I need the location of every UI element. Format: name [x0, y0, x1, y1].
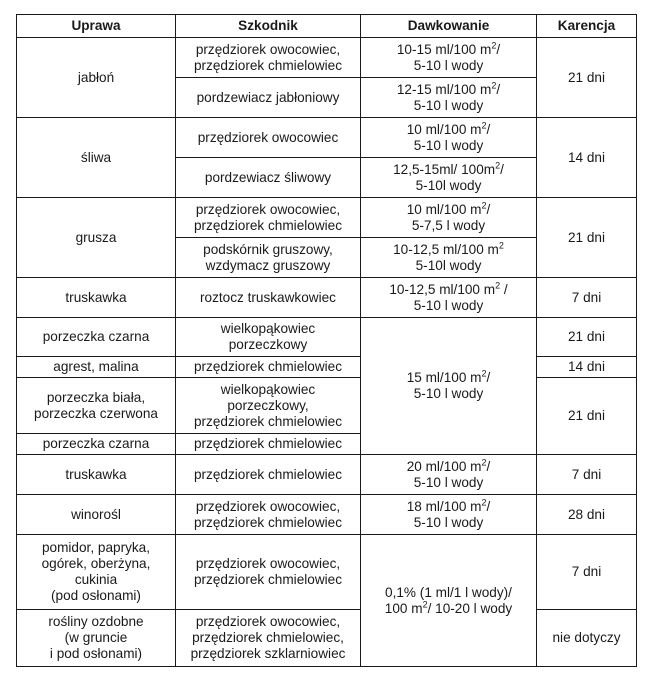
- pest-cell: wielkopąkowiec porzeczkowy, przędziorek chmielowiec: [176, 378, 361, 434]
- table-row: [17, 118, 637, 158]
- pre-harvest-cell: 14 dni: [537, 357, 637, 378]
- table-row: [17, 610, 637, 667]
- crop-cell: winorośl: [17, 495, 176, 535]
- dose-cell: 12-15 ml/100 $m^2/$ 5-10 l wody: [361, 78, 537, 118]
- table-row: [17, 357, 637, 378]
- crop-cell: truskawka: [17, 455, 176, 495]
- dose-cell: 15 ml/100 $m^2/$ 5-10 l wody: [361, 318, 537, 455]
- dose-cell: 10-12,5 ml/100 $m^2$ / 5-10 l wody: [361, 278, 537, 318]
- header-crop: Uprawa: [17, 15, 176, 38]
- crop-cell: śliwa: [17, 118, 176, 198]
- pre-harvest-cell: nie dotyczy: [537, 610, 637, 667]
- dose-cell: 20 ml/100 $m^2/$ 5-10 l wody: [361, 455, 537, 495]
- table-row: [17, 318, 637, 357]
- crop-cell: porzeczka czarna: [17, 318, 176, 357]
- table-row: [17, 535, 637, 610]
- table-row: [17, 495, 637, 535]
- pre-harvest-cell: 14 dni: [537, 118, 637, 198]
- dosage-table-container: [16, 14, 637, 667]
- pre-harvest-cell: 7 dni: [537, 455, 637, 495]
- crop-cell: jabłoń: [17, 38, 176, 118]
- crop-cell: porzeczka czarna: [17, 434, 176, 455]
- table-row: [17, 198, 637, 238]
- header-pest: Szkodnik: [176, 15, 361, 38]
- pest-cell: przędziorek owocowiec: [176, 118, 361, 158]
- table-row: [17, 278, 637, 318]
- dose-cell: 18 ml/100 $m^2/$ 5-10 l wody: [361, 495, 537, 535]
- pest-cell: podskórnik gruszowy, wzdymacz gruszowy: [176, 238, 361, 278]
- pre-harvest-cell: 21 dni: [537, 38, 637, 118]
- dosage-table: [16, 14, 637, 667]
- pest-cell: pordzewiacz śliwowy: [176, 158, 361, 198]
- pest-cell: przędziorek owocowiec, przędziorek chmielowiec: [176, 495, 361, 535]
- pest-cell: przędziorek owocowiec, przędziorek chmielowiec: [176, 198, 361, 238]
- pest-cell: przędziorek chmielowiec: [176, 357, 361, 378]
- crop-cell: truskawka: [17, 278, 176, 318]
- pre-harvest-cell: 21 dni: [537, 378, 637, 455]
- pest-cell: przędziorek chmielowiec: [176, 455, 361, 495]
- pest-cell: przędziorek owocowiec, przędziorek chmielowiec: [176, 535, 361, 610]
- pest-cell: wielkopąkowiec porzeczkowy: [176, 318, 361, 357]
- pest-cell: pordzewiacz jabłoniowy: [176, 78, 361, 118]
- pest-cell: roztocz truskawkowiec: [176, 278, 361, 318]
- pre-harvest-cell: 21 dni: [537, 318, 637, 357]
- dose-cell: 10-12,5 ml/100 $m^2$ 5-10l wody: [361, 238, 537, 278]
- pre-harvest-cell: 7 dni: [537, 535, 637, 610]
- crop-cell: rośliny ozdobne (w gruncie i pod osłonami): [17, 610, 176, 667]
- pre-harvest-cell: 28 dni: [537, 495, 637, 535]
- dose-cell: 12,5-15ml/ $100m^2/$ 5-10l wody: [361, 158, 537, 198]
- header-pre-harvest: Karencja: [537, 15, 637, 38]
- dose-cell: 10-15 ml/100 $m^2/$ 5-10 l wody: [361, 38, 537, 78]
- table-row: [17, 455, 637, 495]
- crop-cell: grusza: [17, 198, 176, 278]
- dose-cell: 0,1% (1 ml/1 l wody)/ 100 $m^2/$ 10-20 l wody: [361, 535, 537, 667]
- pest-cell: przędziorek chmielowiec: [176, 434, 361, 455]
- table-row: [17, 378, 637, 434]
- header-dose: Dawkowanie: [361, 15, 537, 38]
- pre-harvest-cell: 7 dni: [537, 278, 637, 318]
- crop-cell: pomidor, papryka, ogórek, oberżyna, cukinia (pod osłonami): [17, 535, 176, 610]
- pest-cell: przędziorek owocowiec, przędziorek chmielowiec, przędziorek szklarniowiec: [176, 610, 361, 667]
- crop-cell: agrest, malina: [17, 357, 176, 378]
- pre-harvest-cell: 21 dni: [537, 198, 637, 278]
- pest-cell: przędziorek owocowiec, przędziorek chmielowiec: [176, 38, 361, 78]
- table-header-row: [17, 15, 637, 38]
- dose-cell: 10 ml/100 $m^2/$ 5-7,5 l wody: [361, 198, 537, 238]
- dose-cell: 10 ml/100 $m^2/$ 5-10 l wody: [361, 118, 537, 158]
- crop-cell: porzeczka biała, porzeczka czerwona: [17, 378, 176, 434]
- table-row: [17, 38, 637, 78]
